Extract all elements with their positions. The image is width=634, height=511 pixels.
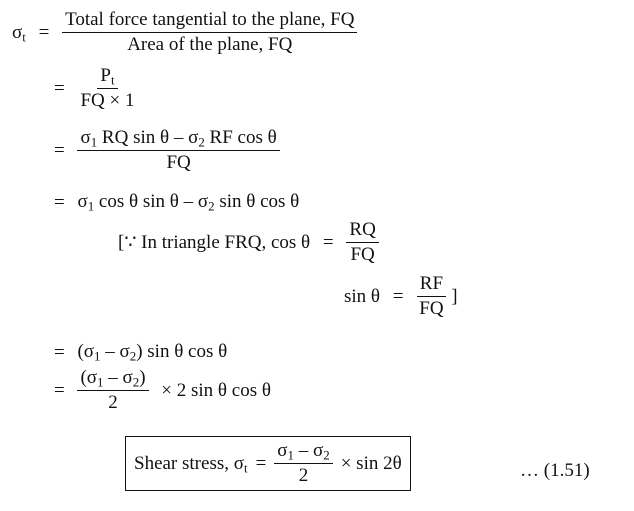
numerator-rf: RF <box>417 274 446 297</box>
eq-line-3 <box>54 128 280 173</box>
fraction-rq-over-fq <box>346 220 378 265</box>
closing-bracket: ] <box>451 285 458 307</box>
equals-sign: = <box>54 192 65 214</box>
sin-two-theta: × sin 2θ <box>340 452 402 474</box>
equals-sign: = <box>54 77 65 99</box>
expression-line-7: $(\sigma_1 - \sigma_2)$ sin θ cos θ <box>77 341 228 364</box>
sin-theta-label: sin θ <box>344 285 381 307</box>
denominator-area: Area of the plane, FQ <box>127 33 293 55</box>
eq-line-5 <box>118 220 379 265</box>
eq-line-2 <box>54 66 137 111</box>
denominator-two: 2 <box>298 464 309 486</box>
denominator-fq-times-one: FQ × 1 <box>80 89 135 111</box>
denominator-fq: FQ <box>166 151 191 173</box>
numerator-total-force: Total force tangential to the plane, FQ <box>62 10 357 33</box>
numerator-rq: RQ <box>346 220 378 243</box>
numerator-stress-components: $\sigma_1$ RQ sin θ – $\sigma_2$ RF cos θ <box>77 128 279 151</box>
triangle-note: [∵ In triangle FRQ, cos θ <box>118 231 311 253</box>
trig-product: × 2 sin θ cos θ <box>161 379 271 401</box>
fraction-rf-over-fq <box>416 274 446 319</box>
numerator-pt: $P_t$ <box>97 66 117 89</box>
equals-sign: = <box>38 21 50 43</box>
expression-line-4: $\sigma_1$ cos θ sin θ – $\sigma_2$ sin θ cos θ <box>77 191 300 214</box>
equals-sign: = <box>392 285 404 307</box>
denominator-fq: FQ <box>419 297 444 319</box>
equals-sign: = <box>54 342 65 364</box>
numerator-stress-diff: $(\sigma_1 - \sigma_2)$ <box>77 368 148 391</box>
denominator-two: 2 <box>108 391 118 413</box>
eq-line-8 <box>54 368 271 413</box>
fraction-stress-components <box>77 128 279 173</box>
fraction-pt-over-fq <box>77 66 137 111</box>
equals-sign: = <box>54 139 65 161</box>
eq-line-6 <box>344 274 458 319</box>
numerator-stress-diff: $\sigma_1 - \sigma_2$ <box>274 441 332 464</box>
equals-sign: = <box>255 452 267 474</box>
equation-number: … (1.51) <box>520 460 590 481</box>
fraction-force-over-area <box>62 10 357 55</box>
fraction-half-stress-diff <box>274 441 332 486</box>
result-box <box>125 436 411 491</box>
eq-line-1 <box>12 10 357 55</box>
equals-sign: = <box>322 231 334 253</box>
eq-line-7 <box>54 342 227 362</box>
denominator-fq: FQ <box>350 243 375 265</box>
eq-line-4 <box>54 192 299 212</box>
shear-stress-label: Shear stress, $\sigma_t$ <box>134 452 248 476</box>
boxed-shear-stress-result <box>125 436 411 491</box>
sigma-t-symbol: $\sigma_t$ <box>12 21 26 45</box>
fraction-stress-diff-over-two <box>77 368 148 413</box>
equals-sign: = <box>54 379 65 401</box>
